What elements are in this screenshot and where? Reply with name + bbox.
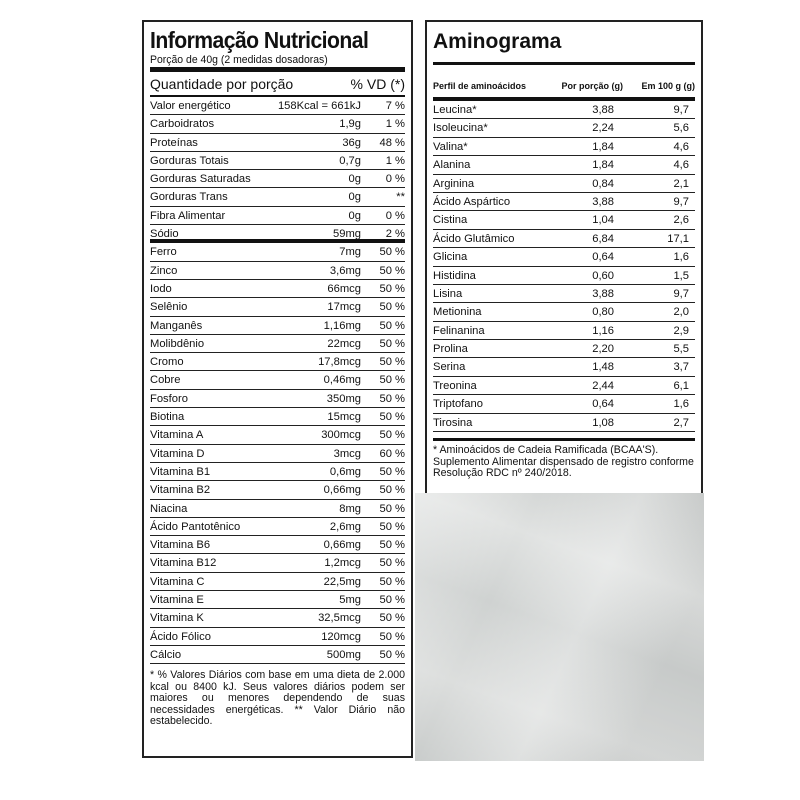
- amino-per-100g: 9,7: [673, 195, 689, 208]
- nutrient-quantity: 36g: [342, 136, 361, 149]
- nutrition-row: [150, 207, 405, 225]
- amino-portion: 0,64: [592, 251, 614, 264]
- nutrient-vd: 7 %: [385, 100, 405, 112]
- nutrition-row: [150, 500, 405, 518]
- nutrient-vd: 50 %: [379, 356, 405, 369]
- nutrient-quantity: 3mcg: [333, 447, 361, 460]
- nutrient-quantity: 2,6mg: [329, 520, 361, 533]
- nutrient-name: Gorduras Saturadas: [150, 173, 251, 186]
- nutrient-name: Ácido Fólico: [150, 630, 211, 643]
- nutrition-row: [150, 609, 405, 627]
- nutrition-header: [150, 72, 405, 97]
- nutrient-vd: **: [396, 191, 405, 204]
- amino-portion: 1,08: [592, 416, 614, 429]
- nutrient-quantity: 0g: [348, 209, 361, 222]
- nutrient-vd: 50 %: [379, 575, 405, 588]
- amino-row: [433, 322, 695, 340]
- nutrient-name: Vitamina B1: [150, 465, 211, 478]
- amino-per-100g: 2,1: [673, 177, 689, 190]
- aminogram-header: [433, 75, 695, 101]
- nutrition-row: [150, 225, 405, 243]
- aminogram-panel: [425, 20, 703, 495]
- amino-name: Glicina: [433, 251, 468, 264]
- amino-per-100g: 9,7: [673, 287, 689, 300]
- aminogram-footnote: * Aminoácidos de Cadeia Ramificada (BCAA'S). Suplemento Alimentar dispensado de registro conforme Resolução RDC nº 240/2018.: [433, 438, 695, 480]
- header-amino-100g: Em 100 g (g): [641, 81, 695, 91]
- nutrient-quantity: 0,7g: [339, 154, 361, 167]
- nutrient-quantity: 22mcg: [327, 337, 361, 350]
- nutrient-vd: 50 %: [379, 246, 405, 259]
- nutrient-name: Sódio: [150, 228, 179, 241]
- amino-per-100g: 2,9: [673, 324, 689, 337]
- amino-per-100g: 4,6: [673, 140, 689, 153]
- amino-row: [433, 138, 695, 156]
- aminogram-title: Aminograma: [433, 28, 695, 65]
- amino-name: Triptofano: [433, 398, 483, 411]
- nutrient-vd: 50 %: [379, 337, 405, 350]
- amino-row: [433, 193, 695, 211]
- nutrient-vd: 50 %: [379, 264, 405, 277]
- nutrition-row: [150, 481, 405, 499]
- amino-portion: 1,16: [592, 324, 614, 337]
- header-qty: Quantidade por porção: [150, 76, 294, 92]
- nutrition-row: [150, 426, 405, 444]
- nutrient-vd: 1 %: [385, 118, 405, 131]
- amino-row: [433, 175, 695, 193]
- nutrition-row: [150, 280, 405, 298]
- nutrient-vd: 50 %: [379, 319, 405, 332]
- nutrient-vd: 50 %: [379, 465, 405, 478]
- nutrition-row: [150, 353, 405, 371]
- nutrient-vd: 50 %: [379, 502, 405, 515]
- amino-name: Metionina: [433, 306, 482, 319]
- amino-name: Cistina: [433, 214, 468, 227]
- nutrient-quantity: 22,5mg: [323, 575, 361, 588]
- nutrition-row: [150, 298, 405, 316]
- nutrition-row: [150, 115, 405, 133]
- nutrient-quantity: 5mg: [339, 594, 361, 607]
- amino-per-100g: 5,5: [673, 343, 689, 356]
- amino-row: [433, 230, 695, 248]
- nutrition-row: [150, 317, 405, 335]
- nutrition-row: [150, 152, 405, 170]
- nutrient-name: Valor energético: [150, 100, 231, 112]
- nutrition-row: [150, 134, 405, 152]
- nutrient-name: Cálcio: [150, 648, 182, 661]
- nutrient-name: Fosforo: [150, 392, 188, 405]
- aminogram-table: [433, 101, 695, 432]
- nutrition-row: [150, 408, 405, 426]
- nutrition-row: [150, 445, 405, 463]
- nutrition-row: [150, 463, 405, 481]
- amino-name: Arginina: [433, 177, 475, 190]
- nutrient-vd: 50 %: [379, 612, 405, 625]
- amino-per-100g: 4,6: [673, 159, 689, 172]
- amino-name: Isoleucina*: [433, 122, 488, 135]
- amino-portion: 3,88: [592, 195, 614, 208]
- nutrient-name: Vitamina B12: [150, 557, 217, 570]
- amino-name: Ácido Aspártico: [433, 195, 511, 208]
- nutrient-name: Vitamina B6: [150, 539, 211, 552]
- nutrition-table: [150, 97, 405, 664]
- amino-portion: 2,20: [592, 343, 614, 356]
- amino-portion: 0,84: [592, 177, 614, 190]
- amino-per-100g: 2,6: [673, 214, 689, 227]
- nutrition-footnote: * % Valores Diários com base em uma dieta de 2.000 kcal ou 8400 kJ. Seus valores diários podem ser maiores ou menores dependendo de suas necessidades energéticas. ** Valor Diário não estabelecido.: [150, 669, 405, 728]
- nutrient-quantity: 500mg: [326, 648, 361, 661]
- nutrition-row: [150, 243, 405, 261]
- amino-row: [433, 285, 695, 303]
- amino-per-100g: 9,7: [673, 104, 689, 116]
- nutrient-vd: 1 %: [385, 154, 405, 167]
- nutrient-vd: 50 %: [379, 301, 405, 314]
- nutrient-name: Proteínas: [150, 136, 198, 149]
- nutrient-quantity: 0g: [348, 191, 361, 204]
- amino-portion: 2,44: [592, 379, 614, 392]
- amino-per-100g: 1,6: [673, 251, 689, 264]
- nutrient-name: Cromo: [150, 356, 184, 369]
- amino-name: Felinanina: [433, 324, 485, 337]
- amino-per-100g: 2,0: [673, 306, 689, 319]
- nutrient-quantity: 158Kcal = 661kJ: [277, 100, 361, 112]
- amino-per-100g: 3,7: [673, 361, 689, 374]
- amino-per-100g: 17,1: [667, 232, 689, 245]
- nutrient-name: Carboidratos: [150, 118, 215, 131]
- amino-portion: 6,84: [592, 232, 614, 245]
- amino-row: [433, 414, 695, 432]
- nutrition-row: [150, 628, 405, 646]
- nutrient-name: Vitamina K: [150, 612, 204, 625]
- header-vd: % VD (*): [350, 76, 405, 92]
- nutrition-row: [150, 371, 405, 389]
- amino-name: Prolina: [433, 343, 468, 356]
- nutrient-vd: 50 %: [379, 539, 405, 552]
- nutrition-row: [150, 554, 405, 572]
- nutrient-vd: 0 %: [385, 209, 405, 222]
- nutrient-quantity: 120mcg: [321, 630, 361, 643]
- nutrient-vd: 50 %: [379, 648, 405, 661]
- nutrient-quantity: 0,46mg: [323, 374, 361, 387]
- marble-background-image: [415, 493, 704, 761]
- amino-row: [433, 119, 695, 137]
- amino-portion: 3,88: [592, 104, 614, 116]
- amino-row: [433, 358, 695, 376]
- nutrient-name: Vitamina B2: [150, 484, 211, 497]
- nutrient-name: Vitamina D: [150, 447, 205, 460]
- header-amino-portion: Por porção (g): [561, 81, 623, 91]
- nutrition-row: [150, 573, 405, 591]
- nutrient-name: Molibdênio: [150, 337, 205, 350]
- nutrient-vd: 50 %: [379, 411, 405, 424]
- nutrient-vd: 50 %: [379, 374, 405, 387]
- nutrition-row: [150, 646, 405, 664]
- nutrient-quantity: 3,6mg: [329, 264, 361, 277]
- nutrient-vd: 50 %: [379, 429, 405, 442]
- nutrient-quantity: 59mg: [333, 228, 361, 241]
- nutrient-name: Zinco: [150, 264, 178, 277]
- nutrition-row: [150, 335, 405, 353]
- amino-portion: 0,60: [592, 269, 614, 282]
- nutrient-vd: 50 %: [379, 392, 405, 405]
- nutrition-row: [150, 518, 405, 536]
- nutrient-vd: 60 %: [379, 447, 405, 460]
- amino-portion: 3,88: [592, 287, 614, 300]
- nutrient-quantity: 1,2mcg: [324, 557, 361, 570]
- amino-row: [433, 248, 695, 266]
- nutrition-row: [150, 591, 405, 609]
- header-amino-name: Perfil de aminoácidos: [433, 81, 527, 91]
- nutrient-quantity: 17,8mcg: [318, 356, 361, 369]
- nutrition-row: [150, 170, 405, 188]
- nutrient-vd: 48 %: [379, 136, 405, 149]
- nutrient-vd: 50 %: [379, 282, 405, 295]
- nutrient-name: Gorduras Totais: [150, 154, 229, 167]
- nutrient-quantity: 32,5mcg: [318, 612, 361, 625]
- nutrient-name: Cobre: [150, 374, 181, 387]
- amino-portion: 0,80: [592, 306, 614, 319]
- nutrient-name: Gorduras Trans: [150, 191, 228, 204]
- nutrient-name: Selênio: [150, 301, 188, 314]
- amino-row: [433, 303, 695, 321]
- portion-size: Porção de 40g (2 medidas dosadoras): [150, 54, 328, 66]
- nutrient-quantity: 15mcg: [327, 411, 361, 424]
- nutrition-row: [150, 536, 405, 554]
- amino-name: Serina: [433, 361, 466, 374]
- nutrient-quantity: 0g: [348, 173, 361, 186]
- amino-portion: 0,64: [592, 398, 614, 411]
- amino-portion: 1,84: [592, 140, 614, 153]
- amino-row: [433, 395, 695, 413]
- nutrient-name: Vitamina C: [150, 575, 205, 588]
- nutrition-row: [150, 97, 405, 115]
- amino-name: Leucina*: [433, 104, 477, 116]
- amino-per-100g: 6,1: [673, 379, 689, 392]
- nutrient-name: Vitamina A: [150, 429, 204, 442]
- nutrition-row: [150, 390, 405, 408]
- amino-name: Lisina: [433, 287, 463, 300]
- nutrient-name: Niacina: [150, 502, 188, 515]
- nutrient-vd: 50 %: [379, 630, 405, 643]
- nutrient-vd: 50 %: [379, 557, 405, 570]
- amino-name: Treonina: [433, 379, 477, 392]
- amino-row: [433, 377, 695, 395]
- nutrition-row: [150, 188, 405, 206]
- nutrient-name: Ferro: [150, 246, 177, 259]
- nutrient-vd: 2 %: [385, 228, 405, 241]
- amino-row: [433, 156, 695, 174]
- amino-name: Ácido Glutâmico: [433, 232, 515, 245]
- nutrition-facts-panel: [142, 20, 413, 758]
- nutrient-quantity: 1,16mg: [323, 319, 361, 332]
- nutrient-name: Iodo: [150, 282, 172, 295]
- nutrient-quantity: 1,9g: [339, 118, 361, 131]
- amino-per-100g: 2,7: [673, 416, 689, 429]
- nutrient-name: Fibra Alimentar: [150, 209, 226, 222]
- amino-row: [433, 340, 695, 358]
- nutrient-quantity: 350mg: [326, 392, 361, 405]
- nutrient-vd: 50 %: [379, 484, 405, 497]
- amino-row: [433, 267, 695, 285]
- nutrient-quantity: 0,66mg: [323, 539, 361, 552]
- nutrient-quantity: 0,6mg: [329, 465, 361, 478]
- nutrient-name: Ácido Pantotênico: [150, 520, 241, 533]
- nutrient-vd: 50 %: [379, 520, 405, 533]
- nutrient-vd: 50 %: [379, 594, 405, 607]
- amino-portion: 1,84: [592, 159, 614, 172]
- amino-portion: 1,48: [592, 361, 614, 374]
- nutrient-vd: 0 %: [385, 173, 405, 186]
- nutrition-row: [150, 262, 405, 280]
- nutrient-name: Manganês: [150, 319, 203, 332]
- amino-per-100g: 1,6: [673, 398, 689, 411]
- nutrition-title: Informação Nutricional: [150, 27, 369, 53]
- amino-portion: 2,24: [592, 122, 614, 135]
- amino-name: Histidina: [433, 269, 476, 282]
- nutrient-quantity: 0,66mg: [323, 484, 361, 497]
- amino-name: Alanina: [433, 159, 471, 172]
- nutrient-quantity: 8mg: [339, 502, 361, 515]
- amino-name: Tirosina: [433, 416, 473, 429]
- nutrient-quantity: 66mcg: [327, 282, 361, 295]
- nutrient-name: Vitamina E: [150, 594, 204, 607]
- amino-name: Valina*: [433, 140, 468, 153]
- nutrient-name: Biotina: [150, 411, 185, 424]
- amino-row: [433, 211, 695, 229]
- nutrient-quantity: 7mg: [339, 246, 361, 259]
- amino-portion: 1,04: [592, 214, 614, 227]
- nutrient-quantity: 17mcg: [327, 301, 361, 314]
- amino-per-100g: 1,5: [673, 269, 689, 282]
- nutrient-quantity: 300mcg: [321, 429, 361, 442]
- amino-per-100g: 5,6: [673, 122, 689, 135]
- amino-row: [433, 101, 695, 119]
